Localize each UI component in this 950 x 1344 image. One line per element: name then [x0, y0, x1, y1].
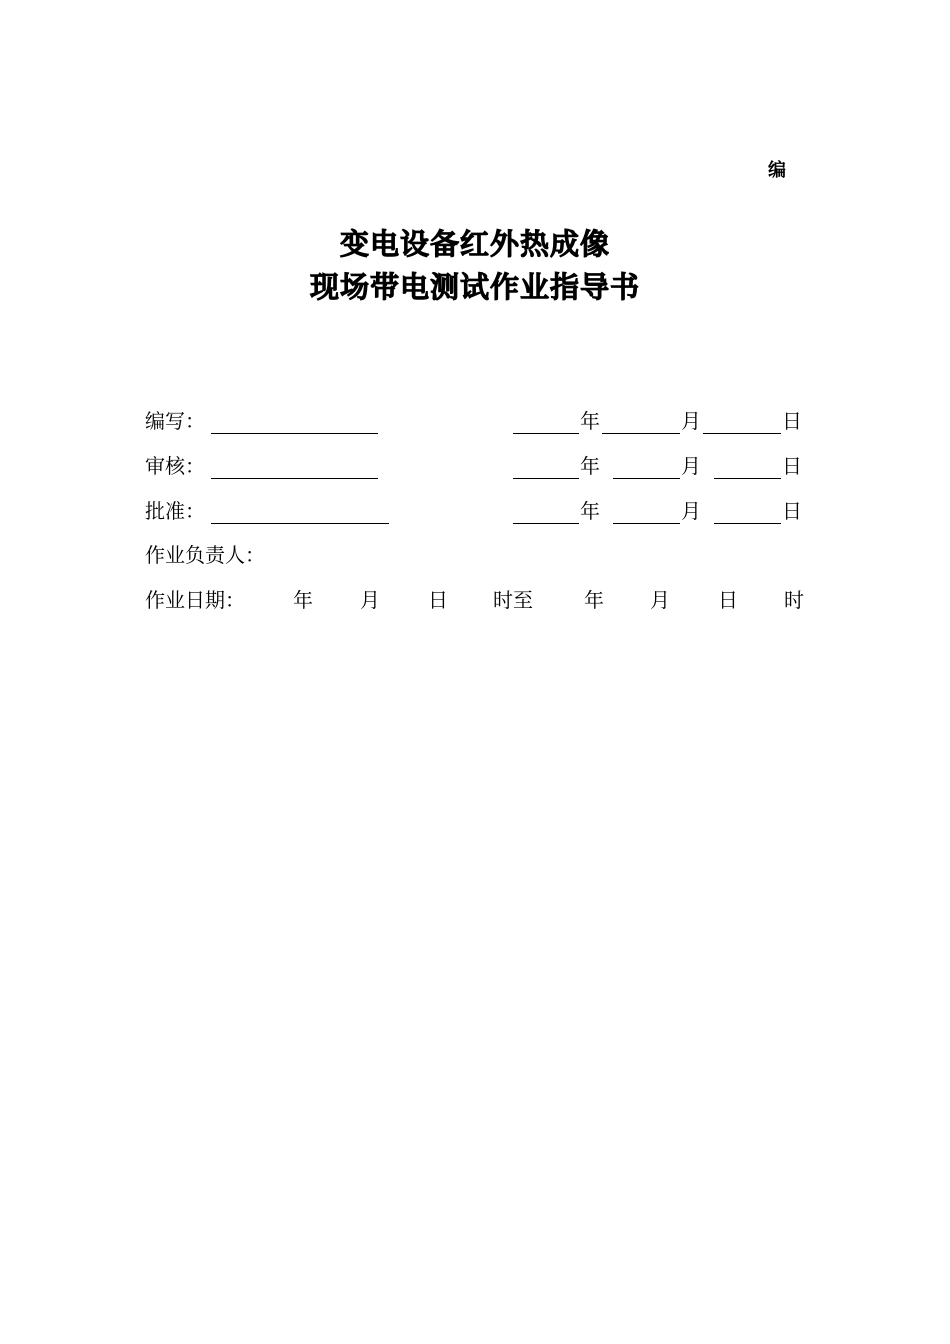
- work-leader-label: 作业负责人：: [145, 543, 265, 567]
- approved-day-unit: 日: [782, 499, 802, 523]
- approved-by-label: 批准：: [145, 499, 205, 523]
- document-title-line-1: 变电设备红外热成像: [339, 227, 610, 261]
- written-year-field[interactable]: [513, 407, 579, 434]
- written-by-row: [145, 407, 815, 435]
- reviewed-month-unit: 月: [681, 454, 701, 478]
- approved-by-row: [145, 497, 815, 525]
- written-year-unit: 年: [580, 409, 600, 433]
- written-day-field[interactable]: [703, 407, 781, 434]
- reviewed-by-row: [145, 452, 815, 480]
- approved-by-name-field[interactable]: [211, 497, 389, 524]
- reviewed-month-field[interactable]: [613, 452, 680, 479]
- written-by-name-field[interactable]: [211, 407, 378, 434]
- approved-month-unit: 月: [681, 499, 701, 523]
- work-date-start-hour-to: 时至: [493, 588, 533, 612]
- work-date-end-year: 年: [584, 588, 604, 612]
- reviewed-year-field[interactable]: [513, 452, 579, 479]
- approved-year-unit: 年: [580, 499, 600, 523]
- reviewed-day-field[interactable]: [714, 452, 781, 479]
- reviewed-by-name-field[interactable]: [211, 452, 378, 479]
- approved-year-field[interactable]: [513, 497, 579, 524]
- document-title-line-2: 现场带电测试作业指导书: [309, 270, 640, 304]
- work-leader-row: [145, 541, 815, 569]
- written-by-label: 编写：: [145, 409, 205, 433]
- approved-day-field[interactable]: [714, 497, 781, 524]
- reviewed-year-unit: 年: [580, 454, 600, 478]
- work-date-row: [145, 586, 815, 614]
- document-number-label: 编: [768, 160, 786, 181]
- work-date-start-day: 日: [428, 588, 448, 612]
- work-date-start-month: 月: [360, 588, 380, 612]
- work-date-label: 作业日期：: [145, 588, 245, 612]
- reviewed-by-label: 审核：: [145, 454, 205, 478]
- work-date-end-month: 月: [650, 588, 670, 612]
- written-day-unit: 日: [782, 409, 802, 433]
- work-date-end-hour: 时: [784, 588, 804, 612]
- work-date-end-day: 日: [718, 588, 738, 612]
- written-month-unit: 月: [681, 409, 701, 433]
- approved-month-field[interactable]: [613, 497, 680, 524]
- work-date-start-year: 年: [293, 588, 313, 612]
- written-month-field[interactable]: [602, 407, 680, 434]
- reviewed-day-unit: 日: [782, 454, 802, 478]
